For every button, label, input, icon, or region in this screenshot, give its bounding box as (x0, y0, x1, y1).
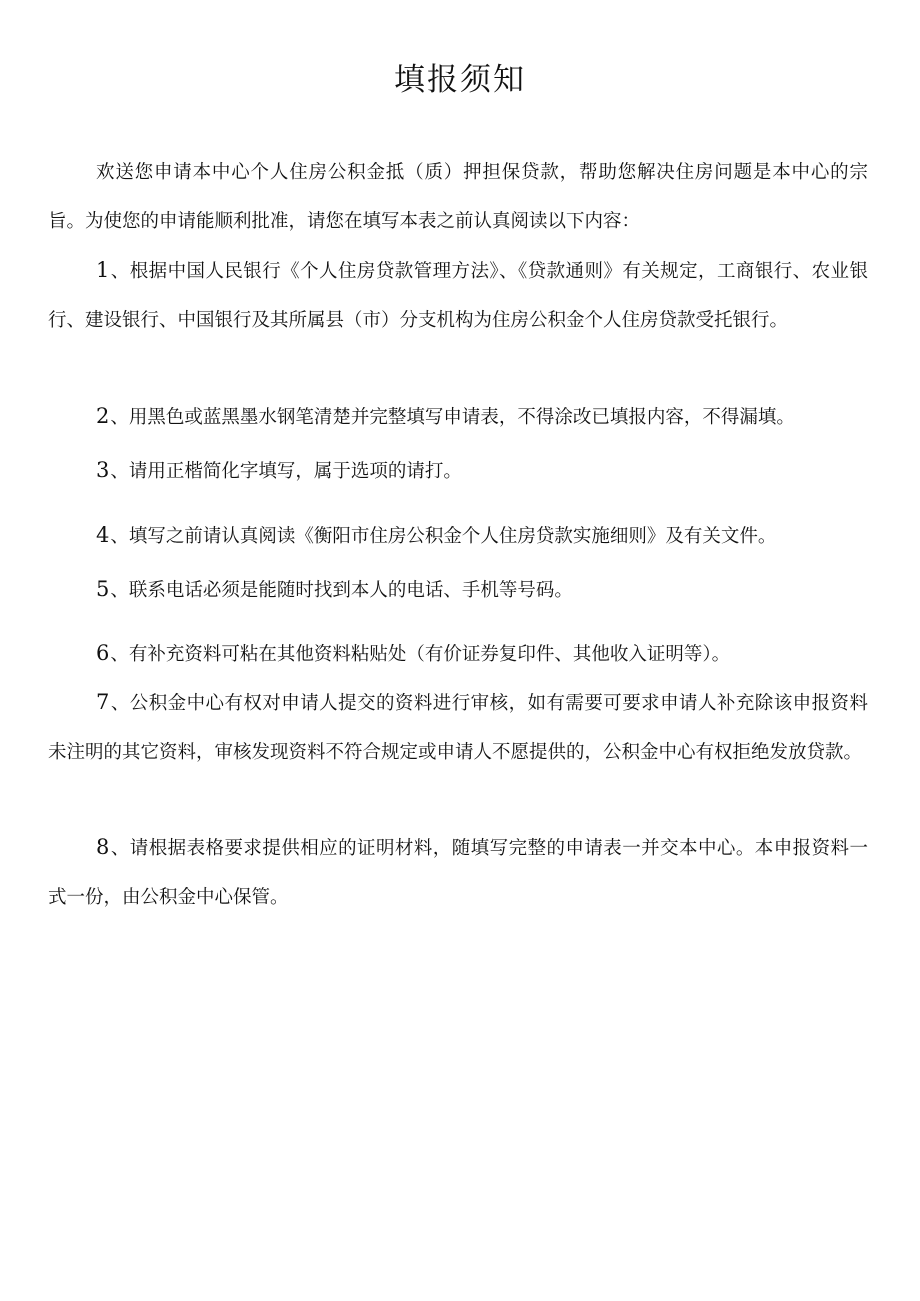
item-separator: 、 (110, 526, 129, 547)
item-number: 1 (96, 258, 110, 282)
notice-item-3 (48, 446, 868, 497)
item-separator: 、 (110, 461, 129, 482)
item-number: 2 (96, 404, 110, 428)
item-text: 联系电话必须是能随时找到本人的电话、手机等号码。 (128, 580, 573, 601)
notice-item-2 (48, 392, 868, 443)
item-separator: 、 (110, 261, 130, 282)
item-separator: 、 (110, 644, 129, 665)
document-title: 填报须知 (394, 62, 526, 98)
item-number: 4 (96, 523, 110, 547)
item-separator: 、 (110, 407, 129, 428)
item-number: 7 (96, 690, 110, 714)
notice-item-7 (48, 678, 868, 777)
intro-paragraph: 欢送您申请本中心个人住房公积金抵（质）押担保贷款，帮助您解决住房问题是本中心的宗旨。为使您的申请能顺利批准，请您在填写本表之前认真阅读以下内容： (48, 162, 868, 232)
item-text: 请用正楷简化字填写，属于选项的请打。 (128, 461, 462, 482)
notice-item-1 (48, 246, 868, 345)
item-number: 6 (96, 641, 110, 665)
item-text: 请根据表格要求提供相应的证明材料，随填写完整的申请表一并交本中心。本申报资料一式一份，由公积金中心保管。 (48, 838, 868, 908)
notice-item-4 (48, 511, 868, 562)
item-separator: 、 (110, 838, 130, 859)
item-text: 根据中国人民银行《个人住房贷款管理方法》、《贷款通则》有关规定，工商银行、农业银行、建设银行、中国银行及其所属县（市）分支机构为住房公积金个人住房贷款受托银行。 (48, 261, 868, 331)
item-separator: 、 (110, 580, 129, 601)
item-text: 公积金中心有权对申请人提交的资料进行审核，如有需要可要求申请人补充除该申报资料未注明的其它资料，审核发现资料不符合规定或申请人不愿提供的，公积金中心有权拒绝发放贷款。 (48, 693, 868, 763)
item-text: 填写之前请认真阅读《衡阳市住房公积金个人住房贷款实施细则》及有关文件。 (128, 526, 777, 547)
item-separator: 、 (110, 693, 130, 714)
notice-item-8 (48, 823, 868, 922)
item-number: 8 (96, 835, 110, 859)
notice-item-5 (48, 565, 868, 616)
item-text: 用黑色或蓝黑墨水钢笔清楚并完整填写申请表，不得涂改已填报内容，不得漏填。 (128, 407, 795, 428)
notice-item-6 (48, 629, 868, 680)
item-number: 3 (96, 458, 110, 482)
item-text: 有补充资料可粘在其他资料粘贴处（有价证券复印件、其他收入证明等）。 (128, 644, 731, 665)
item-number: 5 (96, 577, 110, 601)
